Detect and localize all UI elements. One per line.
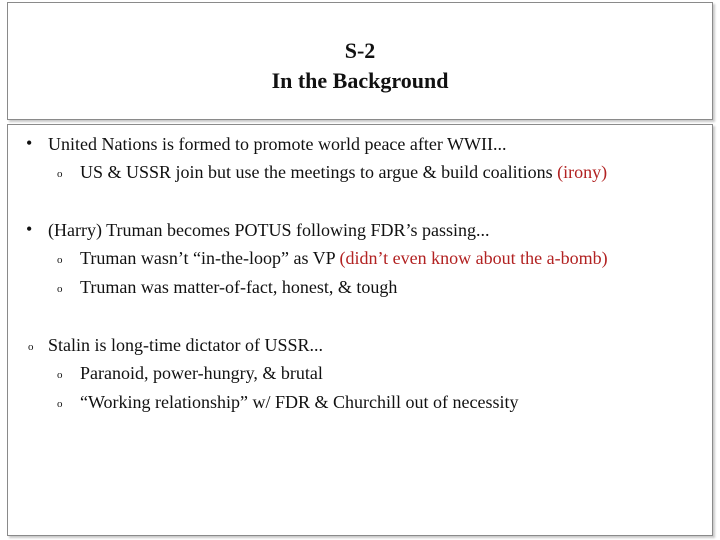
sub-bullet-icon: o: [28, 341, 34, 353]
sub-item-text: US & USSR join but use the meetings to argue & build coalitions: [80, 162, 558, 182]
bullet-icon: •: [26, 219, 33, 239]
title-panel: [7, 2, 713, 120]
highlight-text: (irony): [557, 162, 608, 182]
sub-item-truman-traits: Truman was matter-of-fact, honest, & tough: [80, 277, 398, 297]
bullet-item-truman: (Harry) Truman becomes POTUS following FDR’s passing...: [48, 220, 490, 240]
sub-item-stalin-traits: Paranoid, power-hungry, & brutal: [80, 363, 323, 383]
sub-bullet-icon: o: [57, 254, 63, 266]
sub-item-working-relationship: “Working relationship” w/ FDR & Churchill out of necessity: [80, 392, 519, 412]
bullet-item-stalin: Stalin is long-time dictator of USSR...: [48, 335, 323, 355]
sub-item-us-ussr: [80, 161, 607, 183]
content-panel: [7, 124, 713, 536]
sub-bullet-icon: o: [57, 369, 63, 381]
slide-number: S-2: [344, 38, 376, 63]
bullet-item-united-nations: United Nations is formed to promote world peace after WWII...: [48, 134, 507, 154]
slide-title: In the Background: [271, 68, 449, 93]
sub-item-text: Truman wasn’t “in-the-loop” as VP: [80, 248, 340, 268]
sub-bullet-icon: o: [57, 283, 63, 295]
sub-item-truman-vp: [80, 247, 608, 269]
sub-bullet-icon: o: [57, 168, 63, 180]
sub-bullet-icon: o: [57, 398, 63, 410]
bullet-icon: •: [26, 133, 33, 153]
highlight-text: (didn’t even know about the a-bomb): [339, 248, 608, 268]
